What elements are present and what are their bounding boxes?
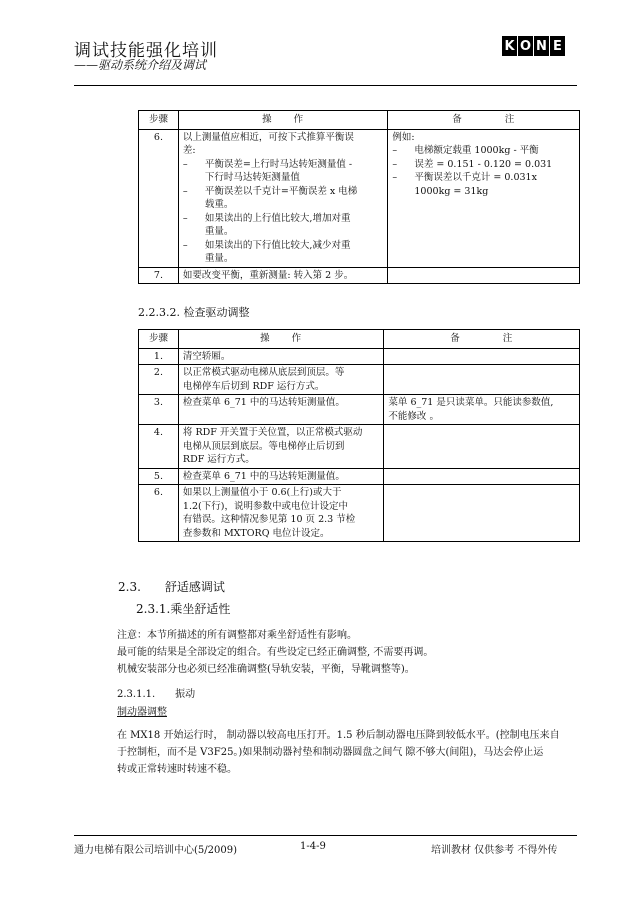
- note-cell: [384, 348, 580, 365]
- note-text: 例如:: [392, 131, 415, 143]
- col-header-step: 步骤: [139, 330, 179, 349]
- paragraph-line: 转或正常转速时转速不稳。: [117, 764, 237, 775]
- list-item-text: 电梯额定载重 1000kg - 平衡: [414, 145, 539, 156]
- note-cell: [384, 485, 580, 542]
- operation-cell: [178, 485, 384, 542]
- logo-letter: K: [502, 36, 517, 56]
- step-number: 3.: [139, 395, 179, 425]
- operation-text: 检查菜单 6_71 中的马达转矩测量值。: [182, 470, 345, 482]
- document-title: 调试技能强化培训: [74, 41, 218, 61]
- note-text: 不能修改 。: [388, 410, 439, 422]
- list-item-continued: 载重。: [204, 199, 234, 210]
- operation-text: 以正常模式驱动电梯从底层到顶层。等: [182, 367, 345, 378]
- operation-text: 如果以上测量值小于 0.6(上行)或大于: [182, 487, 342, 498]
- operation-cell: [178, 395, 384, 425]
- operation-text: RDF 运行方式。: [182, 454, 255, 465]
- note-cell: [388, 267, 580, 284]
- step-number: 2.: [139, 365, 179, 395]
- paragraph-line: 在 MX18 开始运行时， 制动器以较高电压打开。1.5 秒后制动器电压降到较低水平。(控制电压来自: [117, 730, 560, 741]
- table-row: [139, 425, 580, 469]
- note-cell: [384, 395, 580, 425]
- notice-line: 注意：本节所描述的所有调整都对乘坐舒适性有影响。: [117, 630, 357, 641]
- page-number: 1-4-9: [300, 841, 326, 852]
- notice-block: [117, 627, 583, 678]
- operation-text: 将 RDF 开关置于关位置，以正常模式驱动: [182, 427, 363, 438]
- balance-table: [138, 110, 580, 284]
- subheading: 制动器调整: [117, 707, 167, 718]
- kone-logo: [502, 36, 565, 56]
- drive-check-table: [138, 329, 580, 542]
- table-row: [139, 485, 580, 542]
- step-number: 5.: [139, 468, 179, 485]
- col-header-note: 备 注: [388, 111, 580, 130]
- list-item: – 平衡误差=上行时马达转矩测量值 -: [182, 158, 353, 170]
- operation-cell: [178, 348, 384, 365]
- note-cell: [384, 425, 580, 469]
- list-item-continued: 重量。: [204, 226, 234, 237]
- footer-left: 通力电梯有限公司培训中心(5/2009): [74, 845, 237, 856]
- col-header-operation: 操 作: [178, 330, 384, 349]
- step-number: 6.: [139, 129, 179, 267]
- section-heading: 2.3. 舒适感调试: [118, 580, 225, 594]
- list-item-continued: 1000kg = 31kg: [414, 185, 489, 197]
- table-header-row: [139, 111, 580, 130]
- section-heading: 2.2.3.2. 检查驱动调整: [138, 306, 250, 319]
- list-item-text: 如果读出的下行值比较大,减少对重: [204, 239, 351, 251]
- list-item: – 如果读出的上行值比较大,增加对重: [182, 212, 351, 224]
- list-item-text: 误差 = 0.151 - 0.120 = 0.031: [414, 158, 553, 170]
- note-cell: [384, 365, 580, 395]
- notice-line: 最可能的结果是全部设定的组合。有些设定已经正确调整, 不需要再调。: [117, 647, 434, 658]
- operation-cell: 如要改变平衡，重新测量: 转入第 2 步。: [178, 267, 387, 284]
- list-item-text: 平衡误差=上行时马达转矩测量值 -: [204, 158, 353, 170]
- table-row: [139, 348, 580, 365]
- col-header-operation: 操 作: [178, 111, 387, 130]
- note-cell: [388, 129, 580, 267]
- list-item: – 平衡误差以千克计 = 0.031x: [392, 172, 537, 183]
- table-row: [139, 267, 580, 284]
- note-text: 菜单 6_71 是只读菜单。只能读参数值,: [388, 397, 554, 408]
- step-number: 1.: [139, 348, 179, 365]
- logo-letter: O: [518, 36, 533, 56]
- operation-cell: [178, 129, 387, 267]
- operation-text: 检查菜单 6_71 中的马达转矩测量值。: [182, 397, 345, 408]
- list-item: – 电梯额定载重 1000kg - 平衡: [392, 145, 539, 156]
- table-row: [139, 365, 580, 395]
- operation-cell: [178, 425, 384, 469]
- operation-text: 清空轿厢。: [182, 350, 231, 362]
- list-item-text: 如果读出的上行值比较大,增加对重: [204, 212, 351, 224]
- table-row: [139, 129, 580, 267]
- list-item: – 误差 = 0.151 - 0.120 = 0.031: [392, 158, 553, 170]
- document-subtitle: ——驱动系统介绍及调试: [74, 58, 207, 72]
- list-item-text: 平衡误差以千克计=平衡误差 x 电梯: [204, 185, 358, 197]
- step-number: 4.: [139, 425, 179, 469]
- logo-letter: N: [534, 36, 549, 56]
- operation-text: 以上测量值应相近，可按下式推算平衡误: [182, 131, 354, 143]
- footer-right: 培训教材 仅供参考 不得外传: [431, 845, 558, 856]
- operation-cell: [178, 365, 384, 395]
- header-rule: [74, 85, 577, 86]
- step-number: 7.: [139, 267, 179, 284]
- section-heading: 2.3.1.乘坐舒适性: [136, 602, 231, 616]
- table-row: [139, 395, 580, 425]
- col-header-note: 备 注: [384, 330, 580, 349]
- section-heading: 2.3.1.1. 振动: [117, 689, 196, 700]
- note-cell: [384, 468, 580, 485]
- col-header-step: 步骤: [139, 111, 179, 130]
- step-number: 6.: [139, 485, 179, 542]
- logo-letter: E: [550, 36, 565, 56]
- table-header-row: [139, 330, 580, 349]
- operation-text: 有错误。这种情况参见第 10 页 2.3 节检: [182, 514, 356, 525]
- operation-text: 差:: [182, 145, 196, 156]
- list-item-continued: 重量。: [204, 253, 234, 264]
- operation-text: 查参数和 MXTORQ 电位计设定。: [182, 527, 330, 539]
- notice-line: 机械安装部分也必须已经准确调整(导轨安装，平衡，导靴调整等)。: [117, 664, 415, 675]
- footer-rule: [74, 835, 577, 836]
- table-row: [139, 468, 580, 485]
- list-item: – 平衡误差以千克计=平衡误差 x 电梯: [182, 185, 358, 197]
- operation-text: 1.2(下行)，说明参数中或电位计设定中: [182, 500, 348, 512]
- operation-text: 电梯停车后切到 RDF 运行方式。: [182, 380, 325, 392]
- operation-text: 电梯从顶层到底层。等电梯停止后切到: [182, 440, 345, 452]
- list-item-continued: 下行时马达转矩测量值: [204, 172, 300, 183]
- brake-paragraph: [117, 727, 587, 778]
- list-item-text: 平衡误差以千克计 = 0.031x: [414, 172, 537, 183]
- paragraph-line: 于控制柜，而不是 V3F25。)如果制动器衬垫和制动器圆盘之间气 隙不够大(间阻)，马达会停止运: [117, 747, 544, 758]
- list-item: – 如果读出的下行值比较大,减少对重: [182, 239, 351, 251]
- operation-cell: [178, 468, 384, 485]
